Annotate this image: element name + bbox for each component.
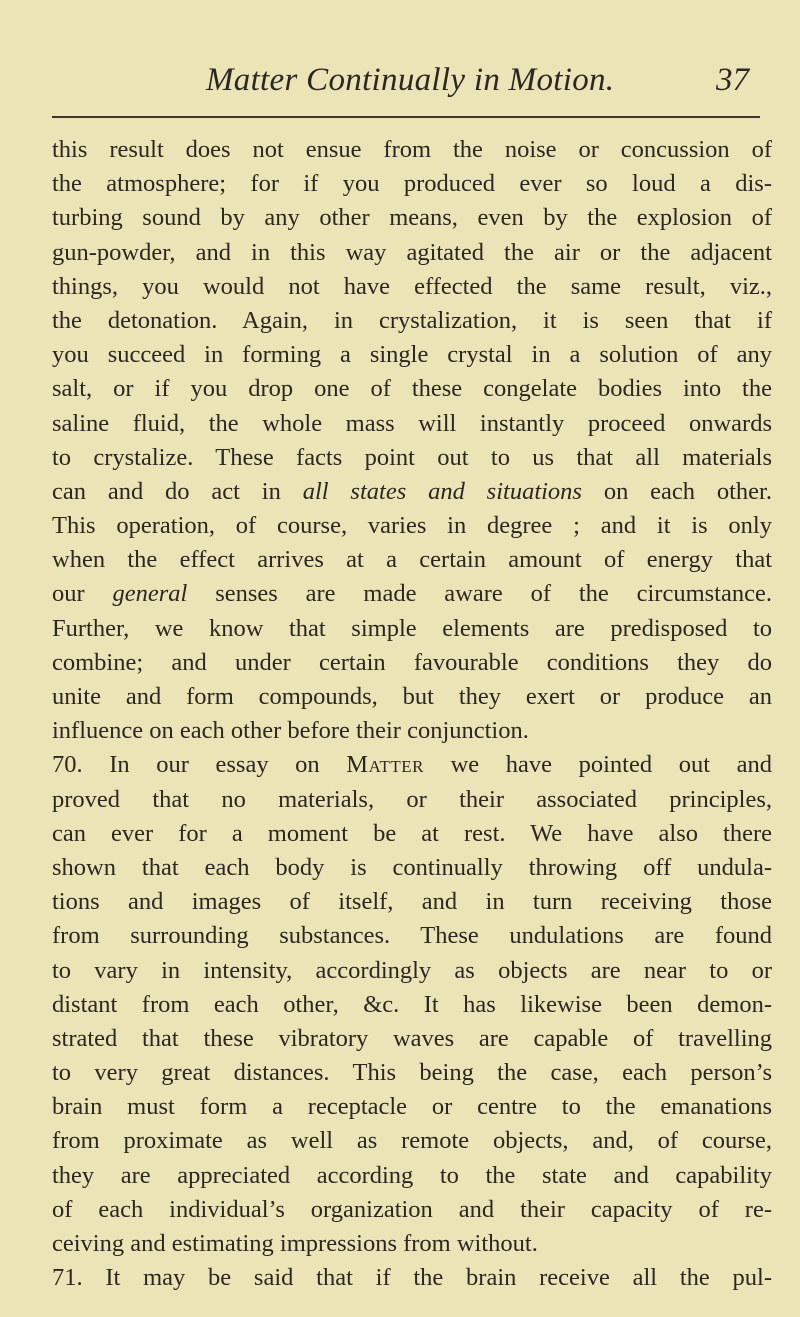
line-text: our [52,580,113,608]
text-line: 71. It may be said that if the brain receive all the pul- [52,1264,772,1292]
text-line: when the effect arrives at a certain amount of energy that [52,546,772,574]
text-line: from surrounding substances. These undulations are found [52,922,772,950]
running-head [0,62,800,102]
body-text [52,133,772,1295]
running-title: Matter Continually in Motion. [206,62,615,98]
text-line: salt, or if you drop one of these congelate bodies into the [52,375,772,403]
header-rule [52,116,760,118]
text-line [52,475,772,509]
text-line: to very great distances. This being the case, each person’s [52,1059,772,1087]
text-line: brain must form a receptacle or centre to the emanations [52,1093,772,1121]
small-caps-word: Matter [346,751,424,779]
text-line: saline fluid, the whole mass will instantly proceed onwards [52,409,772,437]
text-line: turbing sound by any other means, even by the explosion of [52,204,772,232]
text-line [52,748,772,782]
text-line: can ever for a moment be at rest. We have also there [52,819,772,847]
text-line: the atmosphere; for if you produced ever so loud a dis- [52,170,772,198]
text-line: you succeed in forming a single crystal in a solution of any [52,341,772,369]
text-line: proved that no materials, or their associated principles, [52,785,772,813]
italic-word: general [112,580,188,608]
text-line: tions and images of itself, and in turn receiving those [52,888,772,916]
line-text: 70. In our essay on [52,751,347,779]
text-line: things, you would not have effected the same result, viz., [52,272,772,300]
text-line: of each individual’s organization and their capacity of re- [52,1195,772,1223]
line-text: we have pointed out and [423,751,772,779]
text-line: gun-powder, and in this way agitated the air or the adjacent [52,238,772,266]
text-line: they are appreciated according to the state and capability [52,1161,772,1189]
text-line: shown that each body is continually throwing off undula- [52,853,772,881]
text-line [52,577,772,611]
text-line: combine; and under certain favourable conditions they do [52,648,772,676]
text-line: distant from each other, &c. It has likewise been demon- [52,990,772,1018]
line-text: can and do act in [52,477,303,505]
text-line: to crystalize. These facts point out to us that all materials [52,443,772,471]
text-line: the detonation. Again, in crystalization, it is seen that if [52,306,772,334]
line-text: senses are made aware of the circumstance. [187,580,772,608]
text-line: This operation, of course, varies in degree ; and it is only [52,512,772,540]
text-line: to vary in intensity, accordingly as objects are near to or [52,956,772,984]
italic-phrase: all states and situations [302,477,582,505]
text-line: influence on each other before their conjunction. [52,717,529,745]
text-line: unite and form compounds, but they exert or produce an [52,683,772,710]
text-line: Further, we know that simple elements are predisposed to [52,614,772,642]
text-line: from proximate as well as remote objects, and, of course, [52,1127,772,1155]
line-text: on each other. [581,477,772,505]
page-number: 37 [716,62,749,98]
text-line: this result does not ensue from the noise or concussion of [52,136,772,163]
text-line: ceiving and estimating impressions from without. [52,1230,538,1257]
text-line: strated that these vibratory waves are capable of travelling [52,1024,772,1052]
